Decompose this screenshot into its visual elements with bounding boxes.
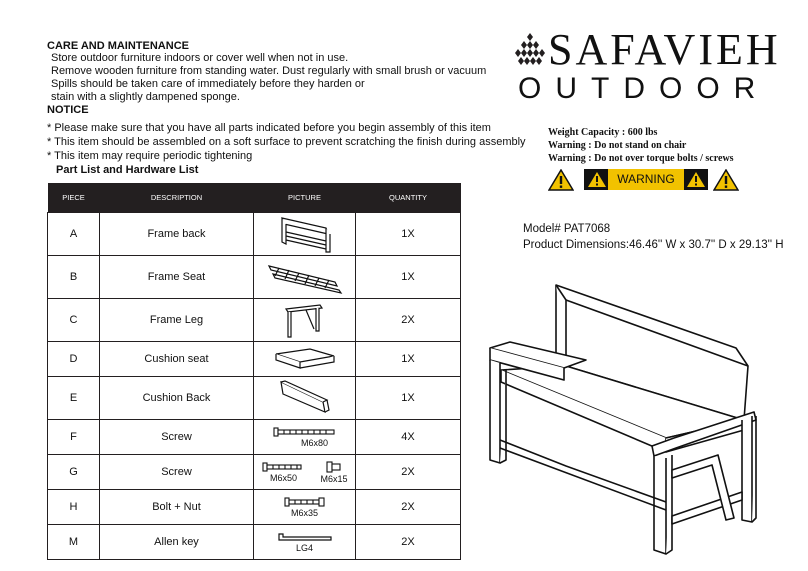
picture-cell xyxy=(254,525,356,560)
description-cell: Frame Leg xyxy=(100,299,254,342)
hardware-size-label: M6x50 xyxy=(269,473,297,483)
description-cell: Cushion seat xyxy=(100,342,254,377)
table-row xyxy=(48,299,461,342)
picture-cell xyxy=(254,377,356,420)
quantity-cell: 2X xyxy=(356,490,461,525)
care-line: Store outdoor furniture indoors or cover well when not in use. xyxy=(51,52,349,64)
picture-cell xyxy=(254,455,356,490)
piece-cell: G xyxy=(48,455,100,490)
quantity-cell: 1X xyxy=(356,213,461,256)
warning-stand: Warning : Do not stand on chair xyxy=(548,140,687,151)
quantity-cell: 4X xyxy=(356,420,461,455)
warning-banner xyxy=(584,169,708,190)
care-line: stain with a slightly dampened sponge. xyxy=(51,91,240,103)
table-row xyxy=(48,525,461,560)
piece-cell: H xyxy=(48,490,100,525)
piece-cell: D xyxy=(48,342,100,377)
notice-heading: NOTICE xyxy=(47,104,89,116)
description-cell: Cushion Back xyxy=(100,377,254,420)
hardware-size-label: LG4 xyxy=(295,543,313,553)
notice-list xyxy=(47,121,526,163)
description-cell: Frame back xyxy=(100,213,254,256)
warning-label: WARNING xyxy=(608,169,684,190)
quantity-cell: 2X xyxy=(356,299,461,342)
care-heading: CARE AND MAINTENANCE xyxy=(47,40,189,52)
brand-name: SAFAVIEH xyxy=(548,25,781,74)
table-row xyxy=(48,213,461,256)
care-line: Spills should be taken care of immediately before they harden or xyxy=(51,78,365,90)
parts-table xyxy=(47,183,461,560)
picture-cell xyxy=(254,342,356,377)
diamond-triangle-logo-icon xyxy=(514,33,546,65)
warning-triangle-icon xyxy=(587,171,607,188)
care-section xyxy=(47,40,507,104)
description-cell: Bolt + Nut xyxy=(100,490,254,525)
header-picture: PICTURE xyxy=(254,183,356,213)
quantity-cell: 2X xyxy=(356,455,461,490)
notice-line: * Please make sure that you have all parts indicated before you begin assembly of this item xyxy=(47,122,491,134)
bolt-nut-icon xyxy=(283,496,327,508)
barrel-nut-icon xyxy=(324,460,344,474)
header-piece: PIECE xyxy=(48,183,100,213)
care-line: Remove wooden furniture from standing water. Dust regularly with small brush or vacuum xyxy=(51,65,487,77)
picture-cell xyxy=(254,299,356,342)
description-cell: Allen key xyxy=(100,525,254,560)
screw-m6x50 xyxy=(261,461,305,483)
picture-cell xyxy=(254,213,356,256)
table-row xyxy=(48,490,461,525)
cushion-back-icon xyxy=(275,378,335,418)
picture-cell xyxy=(254,256,356,299)
piece-cell: M xyxy=(48,525,100,560)
warning-triangle-icon xyxy=(548,169,574,191)
screw-m6x15 xyxy=(320,460,347,484)
allen-key-icon xyxy=(275,531,335,543)
brand-subtitle: OUTDOOR xyxy=(518,72,770,105)
header-quantity: QUANTITY xyxy=(356,183,461,213)
description-cell: Screw xyxy=(100,455,254,490)
hardware-size-label: M6x35 xyxy=(290,508,318,518)
piece-cell: A xyxy=(48,213,100,256)
hardware-size-label: M6x80 xyxy=(300,438,328,448)
hardware-size-label: M6x15 xyxy=(320,474,348,484)
table-row xyxy=(48,256,461,299)
frame-back-icon xyxy=(270,214,340,254)
quantity-cell: 2X xyxy=(356,525,461,560)
frame-leg-icon xyxy=(280,301,330,339)
warning-triangle-icon xyxy=(713,169,739,191)
screw-icon xyxy=(270,426,340,438)
piece-cell: C xyxy=(48,299,100,342)
warning-triangle-icon xyxy=(686,171,706,188)
cushion-seat-icon xyxy=(270,346,340,372)
picture-cell xyxy=(254,490,356,525)
table-row xyxy=(48,377,461,420)
picture-cell xyxy=(254,420,356,455)
weight-capacity: Weight Capacity : 600 lbs xyxy=(548,127,658,138)
quantity-cell: 1X xyxy=(356,377,461,420)
notice-line: * This item should be assembled on a soft surface to prevent scratching the finish during assembly xyxy=(47,136,526,148)
table-row xyxy=(48,420,461,455)
description-cell: Screw xyxy=(100,420,254,455)
piece-cell: E xyxy=(48,377,100,420)
frame-seat-icon xyxy=(265,260,345,294)
table-row xyxy=(48,455,461,490)
piece-cell: F xyxy=(48,420,100,455)
header-description: DESCRIPTION xyxy=(100,183,254,213)
description-cell: Frame Seat xyxy=(100,256,254,299)
notice-line: * This item may require periodic tightening xyxy=(47,150,253,162)
quantity-cell: 1X xyxy=(356,342,461,377)
table-header-row xyxy=(48,183,461,213)
screw-icon xyxy=(261,461,305,473)
parts-table-title: Part List and Hardware List xyxy=(56,164,199,176)
quantity-cell: 1X xyxy=(356,256,461,299)
warning-text-block xyxy=(548,126,734,165)
model-info xyxy=(523,221,784,253)
product-dimensions: Product Dimensions:46.46'' W x 30.7'' D x 29.13'' H xyxy=(523,239,784,251)
model-number: Model# PAT7068 xyxy=(523,223,611,235)
loveseat-illustration xyxy=(486,270,776,560)
warning-torque: Warning : Do not over torque bolts / screws xyxy=(548,153,734,164)
piece-cell: B xyxy=(48,256,100,299)
table-row xyxy=(48,342,461,377)
